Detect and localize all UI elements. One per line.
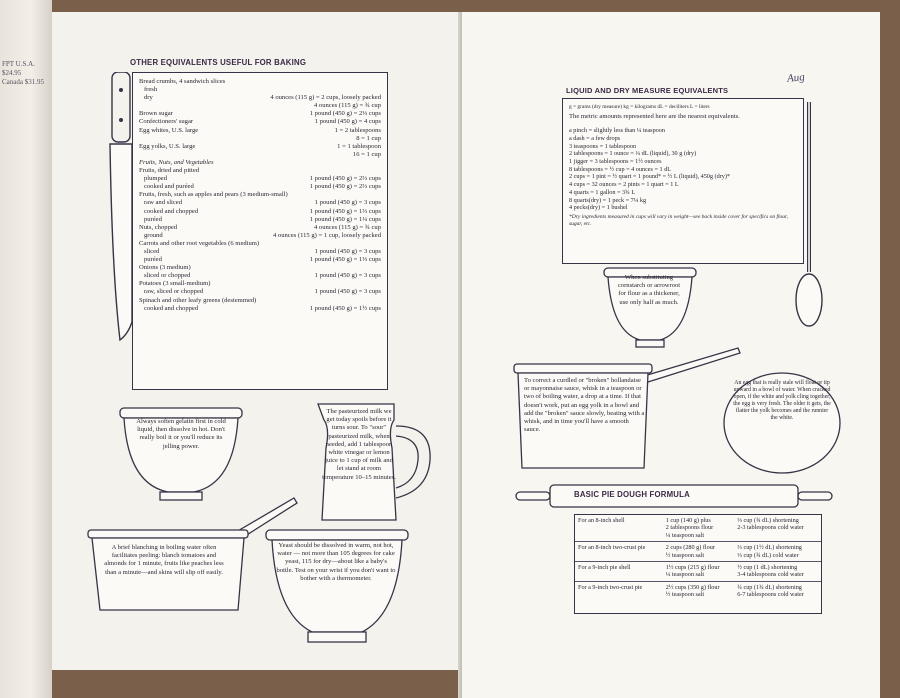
tip-egg: An egg that is really stale will float or tip upward in a bowl of water. When cracked open, if the white and yolk cling together, the egg is very fresh. The older it gets, the flatter the yolk becomes and the runnier the white. [733, 380, 831, 421]
equivalent-row [139, 264, 381, 272]
pie-dough-title: BASIC PIE DOUGH FORMULA [574, 490, 690, 499]
measure-line: 8 quarts(dry) = 1 peck = 7¼ kg [569, 196, 647, 204]
equivalent-item: plumped [139, 175, 168, 183]
pie-dough-flour: 2 cups (280 g) flour ½ teaspoon salt [665, 544, 715, 559]
equivalent-value: 1 pound (450 g) = 1¼ cups [309, 215, 381, 223]
pie-dough-row [575, 581, 821, 600]
equivalent-item: Onions (3 medium) [139, 264, 191, 272]
equivalent-item: dry [139, 94, 153, 102]
equivalent-item: sliced [139, 247, 160, 255]
equivalent-row [139, 143, 381, 151]
equivalent-value: 4 ounces (115 g) = ¾ cup [313, 102, 381, 110]
equivalent-row [139, 232, 381, 240]
baking-equivalents-title: OTHER EQUIVALENTS USEFUL FOR BAKING [130, 58, 307, 67]
equivalent-value: 16 = 1 cup [352, 150, 381, 158]
pie-dough-flour: 1 cup (140 g) plus 2 tablespoons flour ¼ teaspoon salt [665, 517, 714, 539]
equivalent-row [139, 248, 381, 256]
equivalent-item: sliced or chopped [139, 272, 191, 280]
tip-gelatin: Always soften gelatin first in cold liquid, then dissolve in hot. Don't really boil it or you'll reduce its jelling power. [136, 418, 226, 450]
measure-line: a pinch = slightly less than ¼ teaspoon [569, 127, 665, 135]
equivalent-row [139, 183, 381, 191]
measure-line: 2 tablespoons = 1 ounce = ¼ dL (liquid), 30 g (dry) [569, 150, 697, 158]
equivalent-row [139, 240, 381, 248]
right-page [462, 12, 880, 698]
handwritten-note: Aug [786, 71, 806, 85]
equivalent-row [139, 280, 381, 288]
pie-dough-row [575, 542, 821, 562]
equivalent-value: 4 ounces (115 g) = 1 cup, loosely packed [272, 231, 381, 239]
equivalent-value: 1 pound (450 g) = 2⅔ cups [309, 175, 381, 183]
equivalent-value: 1 pound (450 g) = 3 cups [314, 199, 381, 207]
equivalent-item: Fruits, dried and pitted [139, 167, 200, 175]
measure-line: 2 cups = 1 pint = ½ quart = 1 pound* = ½ L (liquid), 450g (dry)* [569, 173, 731, 181]
equivalent-row [139, 110, 381, 118]
book-spine [0, 0, 52, 698]
equivalent-row [139, 159, 381, 167]
measure-intro: The metric amounts represented here are the nearest equivalents. [569, 113, 740, 121]
measure-line: 8 tablespoons = ½ cup = 4 ounces = 1 dL [569, 165, 672, 173]
pie-dough-row [575, 562, 821, 582]
measure-line: 1 jigger = 3 tablespoons = 1½ ounces [569, 158, 662, 165]
equivalent-row [139, 272, 381, 280]
equivalent-value: 1 = 1 tablespoon [337, 142, 381, 150]
pie-dough-shell: For a 9-inch pie shell [578, 564, 631, 572]
equivalent-row [139, 256, 381, 264]
equivalent-value: 1 pound (450 g) = 4 cups [314, 118, 381, 126]
equivalent-item: Fruits, Nuts, and Vegetables [139, 158, 214, 166]
measure-equivalents-title: LIQUID AND DRY MEASURE EQUIVALENTS [566, 86, 729, 95]
pie-dough-flour: 1½ cups (215 g) flour ¼ teaspoon salt [665, 564, 720, 579]
equivalent-item: cooked and puréed [139, 183, 194, 191]
equivalent-row [139, 135, 381, 143]
equivalent-item: raw, sliced or chopped [139, 288, 204, 296]
equivalent-row [139, 199, 381, 207]
equivalent-row [139, 224, 381, 232]
tip-yeast: Yeast should be dissolved in warm, not hot, water — not more than 105 degrees for cake yeast, 115 for dry—about like a baby's bottle. Test on your wrist if you don't want to bother with a thermometer. [276, 542, 396, 582]
equivalent-value: 1 pound (450 g) = 2⅔ cups [309, 183, 381, 191]
equivalent-item: cooked and chopped [139, 207, 199, 215]
equivalent-row [139, 151, 381, 159]
measure-line: a dash = a few drops [569, 134, 621, 142]
spine-price-canada: Canada $31.95 [2, 78, 44, 86]
equivalent-value: 4 ounces (115 g) = ¾ cup [313, 223, 381, 231]
equivalent-value: 8 = 1 cup [356, 134, 381, 142]
measure-line: 4 pecks(dry) = 1 bushel [569, 204, 628, 212]
measure-equivalents-box [562, 98, 804, 264]
pie-dough-shell: For an 8-inch shell [578, 517, 625, 524]
equivalent-row [139, 288, 381, 296]
equivalent-item: raw and sliced [139, 199, 183, 207]
equivalent-row [139, 94, 381, 102]
pie-dough-fat: ½ cup (1 dL) shortening 3-4 tablespoons cold water [737, 564, 804, 579]
equivalent-row [139, 175, 381, 183]
baking-equivalents-box [132, 72, 388, 390]
measure-list [569, 127, 797, 212]
left-page [52, 12, 462, 670]
equivalent-row [139, 208, 381, 216]
tip-blanching: A brief blanching in boiling water often facilitates peeling: blanch tomatoes and almonds for 1 minute, fruits like peaches less than a minute—and skins will slip off easily. [104, 544, 224, 576]
spine-price [2, 60, 46, 87]
equivalent-item: Egg whites, U.S. large [139, 126, 199, 134]
equivalent-row [139, 297, 381, 305]
spoon-illustration [792, 102, 826, 332]
equivalent-row [139, 191, 381, 199]
measure-line: 4 cups = 32 ounces = 2 pints = 1 quart = 1 L [569, 181, 679, 189]
equivalent-row [139, 216, 381, 224]
tip-cornstarch: When substituting cornstarch or arrowroot for flour as a thickener, use only half as much. [617, 274, 681, 306]
equivalent-item: Carrots and other root vegetables (6 medium) [139, 239, 260, 247]
equivalent-item: Confectioners' sugar [139, 118, 194, 126]
pie-dough-shell: For an 8-inch two-crust pie [578, 544, 646, 552]
equivalent-item: Bread crumbs, 4 sandwich slices [139, 78, 226, 85]
equivalent-row [139, 118, 381, 126]
tip-hollandaise: To correct a curdled or "broken" hollandaise or mayonnaise sauce, whisk in a teaspoon or two of boiling water, a drop at a time. If that doesn't work, put an egg yolk in a bowl and add the "broken" sauce slowly, beating with a whisk, and in time you'll have a smooth sauce. [524, 377, 645, 434]
equivalent-row [139, 167, 381, 175]
equivalent-row [139, 86, 381, 94]
pie-dough-row [575, 515, 821, 542]
equivalent-item: Potatoes (3 small-medium) [139, 280, 211, 288]
pie-dough-table-box [574, 514, 822, 614]
equivalent-value: 4 ounces (115 g) = 2 cups, loosely packed [270, 94, 381, 102]
equivalent-row [139, 127, 381, 135]
equivalent-item: Egg yolks, U.S. large [139, 142, 196, 150]
measure-line: 4 quarts = 1 gallon = 3¾ L [569, 188, 636, 196]
pie-dough-fat: ¾ cup (1¾ dL) shortening 6-7 tablespoons cold water [737, 583, 804, 599]
measure-line: 3 teaspoons = 1 tablespoon [569, 142, 637, 150]
equivalent-value: 1 pound (450 g) = 1⅔ cups [309, 207, 381, 215]
equivalent-row [139, 102, 381, 110]
equivalent-item: ground [139, 231, 163, 239]
equivalent-item: Spinach and other leafy greens (destemmed) [139, 296, 257, 304]
equivalent-value: 1 pound (450 g) = 2⅓ cups [309, 110, 381, 118]
equivalent-value: 1 = 2 tablespoons [334, 126, 381, 134]
equivalent-value: 1 pound (450 g) = 1⅓ cups [309, 256, 381, 264]
equivalent-item: fresh [139, 86, 158, 94]
equivalent-value: 1 pound (450 g) = 1½ cups [309, 304, 381, 312]
measure-footnote: *Dry ingredients measured in cups will vary in weight—see back inside cover for specifics on flour, sugar, etc. [569, 213, 788, 227]
equivalent-row [139, 305, 381, 313]
equivalent-item: puréed [139, 215, 162, 223]
tip-milk: The pasteurized milk we get today spoils before it turns sour. To "sour" pasteurized milk, when needed, add 1 tablespoon white vinegar or lemon juice to 1 cup of milk and let stand at room temperature 10–15 minutes. [322, 408, 396, 481]
pie-dough-table [575, 515, 821, 601]
equivalent-value: 1 pound (450 g) = 3 cups [314, 272, 381, 280]
equivalent-item: Nuts, chopped [139, 223, 178, 231]
equivalent-value: 1 pound (450 g) = 3 cups [314, 288, 381, 296]
measure-abbreviations: g = grams (dry measure) kg = kilograms dL = deciliters L = liters [569, 104, 710, 110]
pie-dough-fat: ⅓ cup (¾ dL) shortening 2-3 tablespoons cold water [737, 517, 804, 532]
equivalent-item: Brown sugar [139, 110, 173, 118]
equivalent-item: cooked and chopped [139, 304, 199, 312]
pie-dough-shell: For a 9-inch two-crust pie [578, 583, 643, 591]
spine-price-us: FPT U.S.A. $24.95 [2, 60, 35, 77]
baking-equivalents-list [139, 78, 381, 313]
equivalent-row [139, 78, 381, 86]
equivalent-value: 1 pound (450 g) = 3 cups [314, 247, 381, 255]
equivalent-item: puréed [139, 256, 162, 264]
pie-dough-flour: 2½ cups (350 g) flour ½ teaspoon salt [665, 583, 720, 599]
equivalent-item: Fruits, fresh, such as apples and pears (3 medium-small) [139, 191, 288, 199]
pie-dough-fat: ⅔ cup (1½ dL) shortening ⅓ cup (¾ dL) cold water [737, 544, 802, 559]
